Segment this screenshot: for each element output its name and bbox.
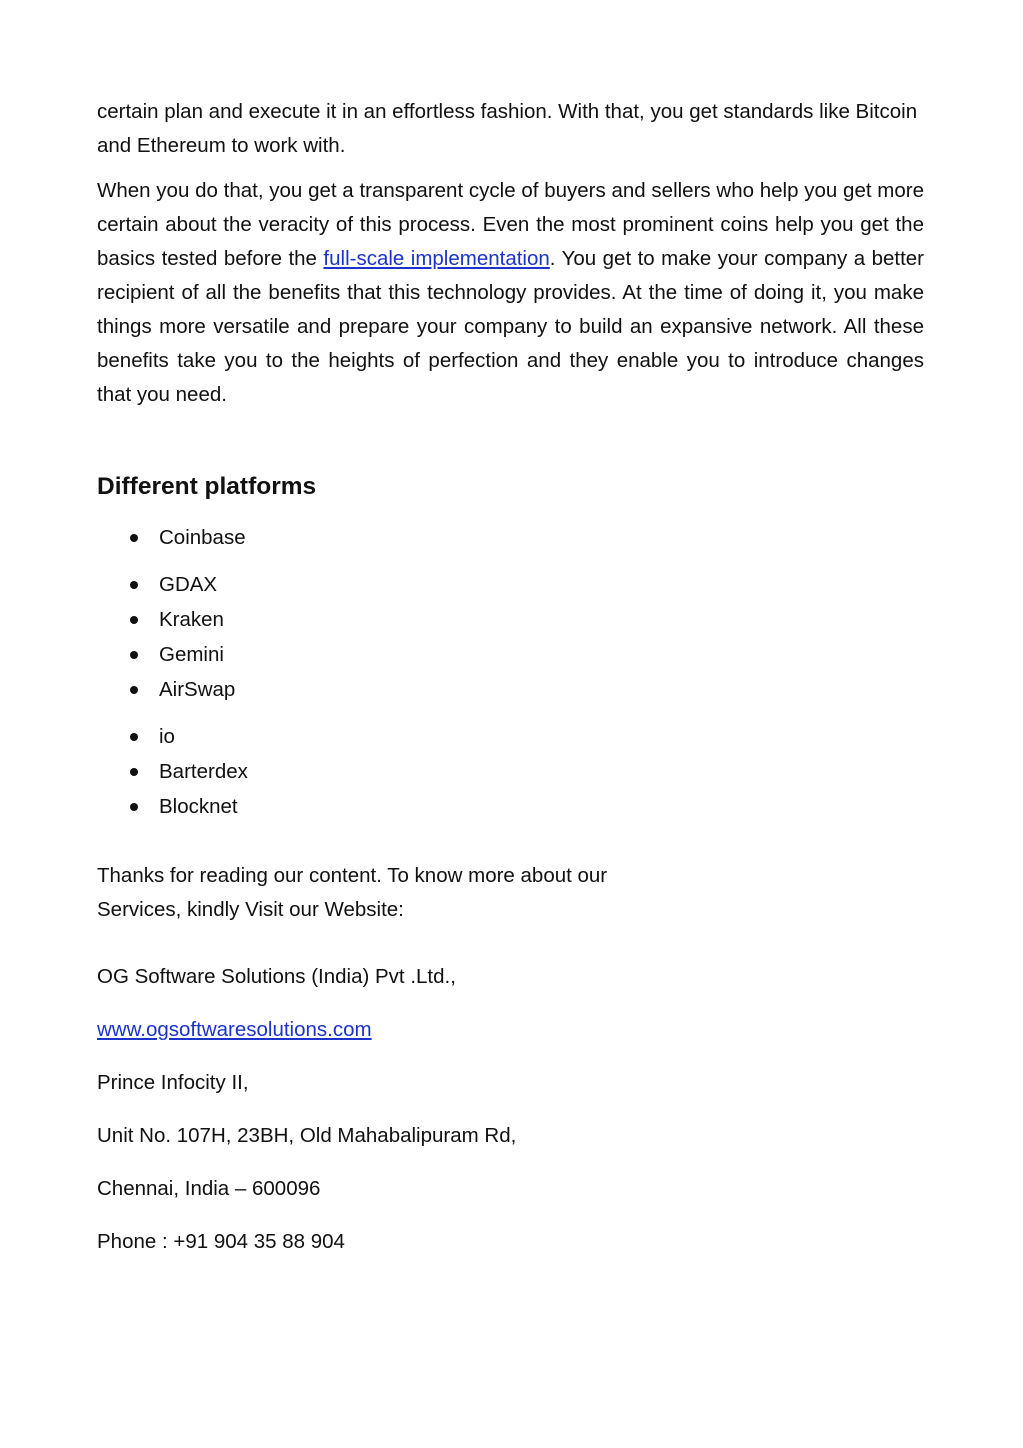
- list-item-label: AirSwap: [159, 678, 236, 701]
- address-line-1: Prince Infocity II,: [97, 1071, 249, 1094]
- list-item-label: Coinbase: [159, 526, 246, 549]
- website-link[interactable]: www.ogsoftwaresolutions.com: [97, 1018, 372, 1041]
- bullet-icon: [130, 651, 138, 659]
- list-item: [97, 520, 697, 555]
- list-item-label: GDAX: [159, 573, 218, 596]
- website-line: [97, 1013, 372, 1047]
- bullet-icon: [130, 686, 138, 694]
- intro-paragraph-2-text-after: . You get to make your company a better recipient of all the benefits that this technology provides. At the time of doing it, you make things more versatile and prepare your company to build an expansive network. All these benefits take you to the heights of perfection and they enable you to introduce changes that you need.: [97, 247, 925, 406]
- bullet-icon: [130, 616, 138, 624]
- list-item: [97, 602, 697, 637]
- bullet-icon: [130, 733, 138, 741]
- thanks-line-1: Thanks for reading our content. To know more about our: [97, 864, 608, 887]
- phone-line: Phone : +91 904 35 88 904: [97, 1230, 345, 1253]
- list-item-label: io: [159, 725, 175, 748]
- list-item: [97, 719, 697, 754]
- address-line-2: Unit No. 107H, 23BH, Old Mahabalipuram Rd,: [97, 1124, 517, 1147]
- platforms-heading: Different platforms: [97, 473, 317, 500]
- company-name: OG Software Solutions (India) Pvt .Ltd.,: [97, 965, 456, 988]
- thanks-line-2: Services, kindly Visit our Website:: [97, 898, 404, 921]
- address-line-3: Chennai, India – 600096: [97, 1177, 321, 1200]
- list-item: [97, 754, 697, 789]
- bullet-icon: [130, 803, 138, 811]
- bullet-icon: [130, 534, 138, 542]
- platforms-list: [97, 520, 697, 824]
- list-item-label: Gemini: [159, 643, 224, 666]
- document-page: [97, 95, 925, 1253]
- list-item: [97, 672, 697, 707]
- intro-paragraph-2-text-before: When you do that, you get a transparent cycle of buyers and sellers who help you get more certain about the veracity of this process. Even the most prominent coins help you get the basics tested before the: [97, 179, 924, 270]
- list-item-label: Blocknet: [159, 795, 238, 818]
- list-item: [97, 637, 697, 672]
- intro-paragraph-2: [97, 174, 924, 412]
- list-item: [97, 567, 697, 602]
- list-item: [97, 789, 697, 824]
- list-item-label: Barterdex: [159, 760, 248, 783]
- bullet-icon: [130, 768, 138, 776]
- full-scale-implementation-link[interactable]: full-scale implementation: [323, 247, 550, 270]
- intro-paragraph-1: certain plan and execute it in an effortless fashion. With that, you get standards like Bitcoin and Ethereum to work with.: [97, 100, 918, 157]
- list-item-label: Kraken: [159, 608, 224, 631]
- bullet-icon: [130, 581, 138, 589]
